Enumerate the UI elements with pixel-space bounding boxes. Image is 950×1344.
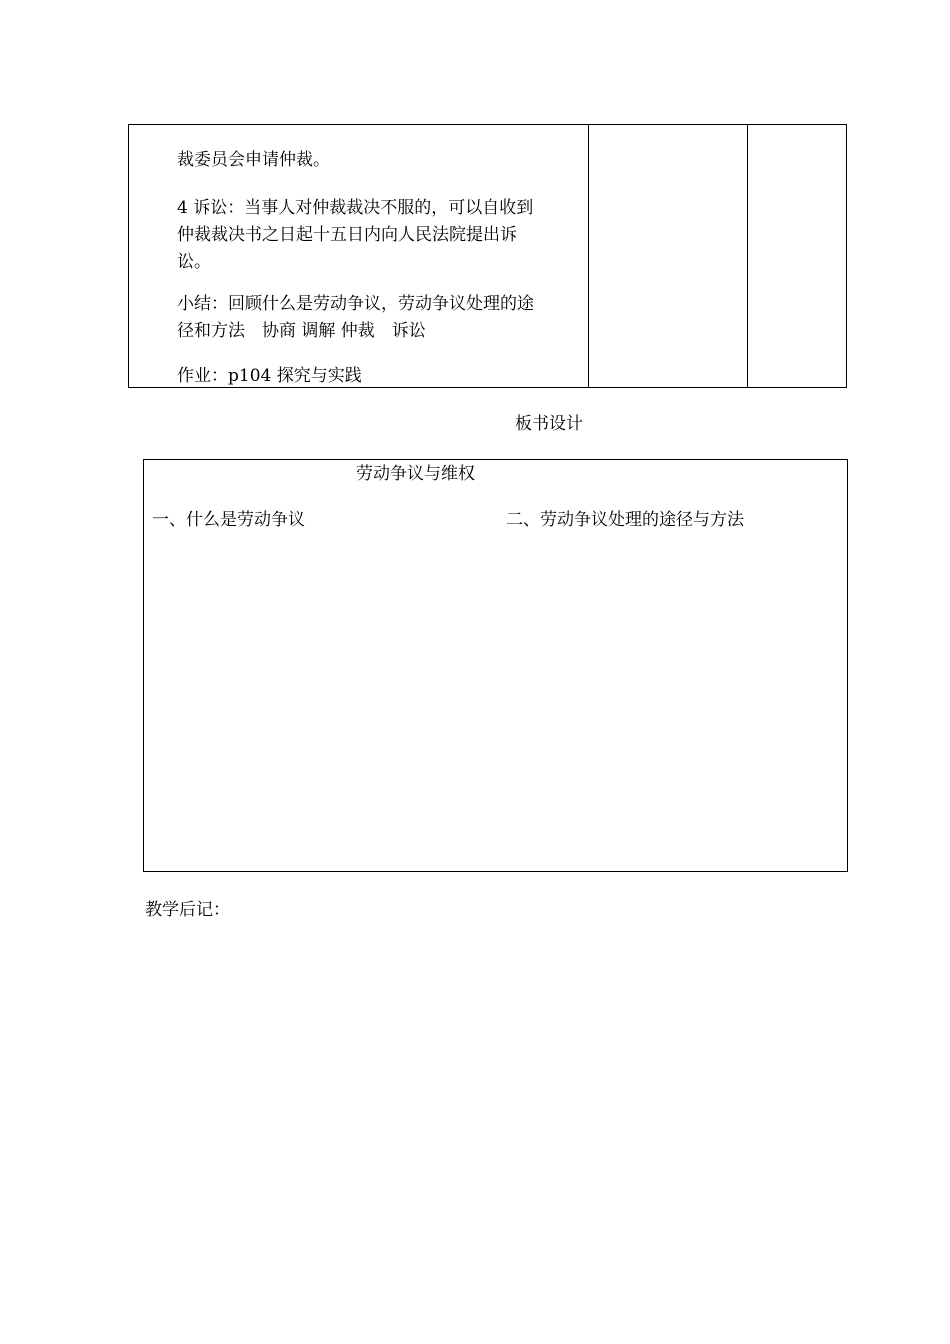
board-title: 劳动争议与维权 <box>356 464 475 484</box>
lesson-table <box>128 124 847 388</box>
text-line: 小结：回顾什么是劳动争议，劳动争议处理的途 <box>177 294 534 314</box>
paragraph-summary <box>177 291 585 345</box>
column-divider <box>747 125 748 387</box>
text-line: 仲裁裁决书之日起十五日内向人民法院提出诉 <box>177 225 517 245</box>
board-design-box <box>143 459 848 872</box>
text-line: 讼。 <box>177 252 211 272</box>
paragraph-homework <box>177 363 585 390</box>
text-line: 裁委员会申请仲裁。 <box>177 150 330 170</box>
text-line: 径和方法 协商 调解 仲裁 诉讼 <box>177 321 426 341</box>
column-divider <box>588 125 589 387</box>
paragraph-litigation <box>177 195 585 276</box>
paragraph-arbitration-application <box>177 147 585 174</box>
text-line: 4 诉讼：当事人对仲裁裁决不服的，可以自收到 <box>177 198 534 218</box>
board-point-two: 二、劳动争议处理的途径与方法 <box>506 510 744 530</box>
text-line: 作业：p104 探究与实践 <box>177 366 362 386</box>
board-point-one: 一、什么是劳动争议 <box>152 510 305 530</box>
board-design-heading: 板书设计 <box>515 414 583 434</box>
teaching-postscript-label: 教学后记： <box>145 900 230 920</box>
